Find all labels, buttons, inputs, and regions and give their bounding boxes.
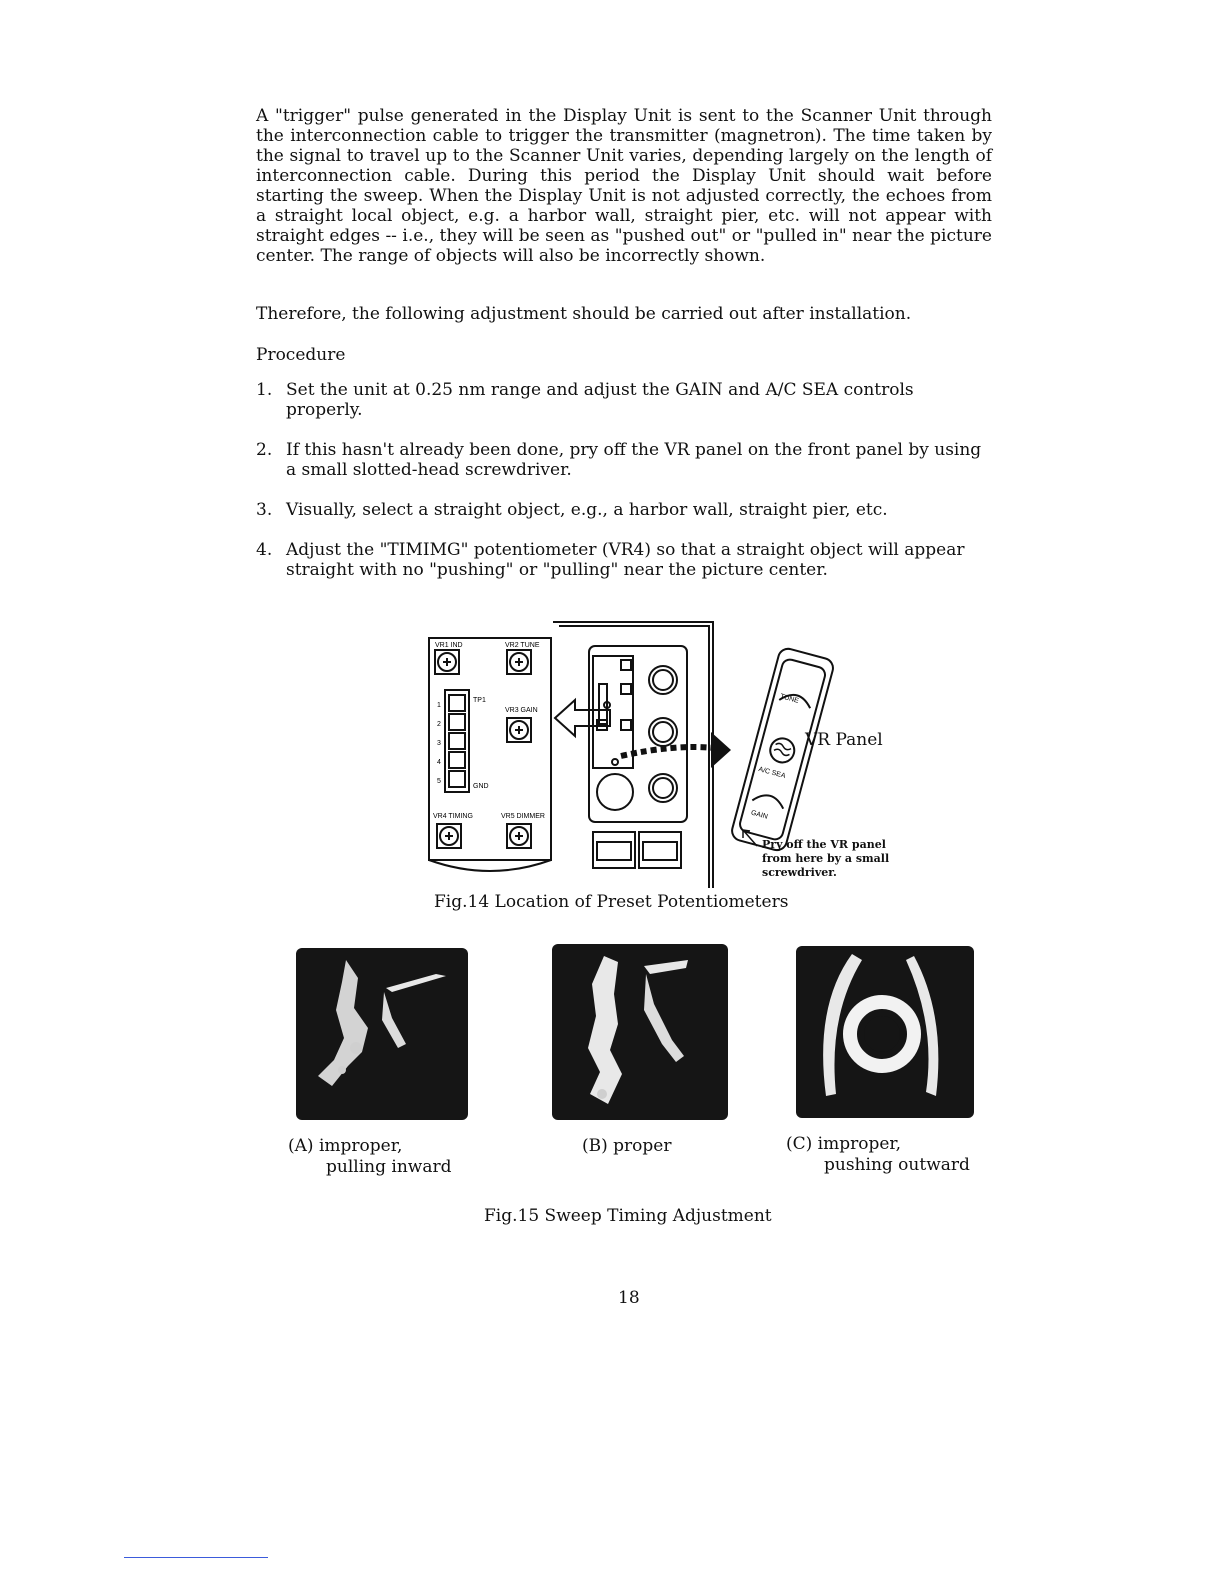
step-text: Visually, select a straight object, e.g., a harbor wall, straight pier, etc.: [286, 500, 888, 520]
label-line: pulling inward: [326, 1157, 452, 1177]
vr-panel-label: VR Panel: [805, 730, 883, 750]
procedure-steps: [256, 380, 992, 600]
fig15-caption: Fig.15 Sweep Timing Adjustment: [484, 1206, 772, 1226]
step-text: If this hasn't already been done, pry off the VR panel on the front panel by using a small slotted-head screwdriver.: [286, 440, 982, 480]
therefore-paragraph: Therefore, the following adjustment should be carried out after installation.: [256, 304, 912, 324]
panel-gain-label: GAIN: [750, 809, 769, 821]
pin-label: 1: [437, 702, 441, 709]
step-number: 4.: [256, 540, 273, 560]
pin-label: 2: [437, 721, 441, 728]
fig15-label-b: [582, 1136, 671, 1157]
vr2-label: VR2 TUNE: [505, 642, 540, 649]
step-text: Adjust the "TIMIMG" potentiometer (VR4) so that a straight object will appear straight with no "pushing" or "pulling" near the picture center.: [286, 540, 965, 580]
step-item: [256, 500, 992, 520]
vr5-label: VR5 DIMMER: [501, 813, 545, 820]
label-line: (C) improper,: [786, 1134, 902, 1154]
intro-paragraph: A "trigger" pulse generated in the Display Unit is sent to the Scanner Unit through the interconnection cable to trigger the transmitter (magnetron). The time taken by the signal to travel up to the Scanner Unit varies, depending largely on the length of interconnection cable. During this period the Display Unit should wait before starting the sweep. When the Display Unit is not adjusted correctly, the echoes from a straight local object, e.g. a harbor wall, straight pier, etc. will not appear with straight edges -- i.e., they will be seen as "pushed out" or "pulled in" near the picture center. The range of objects will also be incorrectly shown.: [256, 106, 992, 266]
step-item: [256, 440, 992, 480]
fig15-label-a: [288, 1136, 451, 1178]
step-item: [256, 540, 992, 580]
vr4-potentiometer: [437, 824, 461, 848]
tp1-connector: [445, 690, 469, 792]
step-item: [256, 380, 992, 420]
gnd-label: GND: [473, 783, 489, 790]
panel-tune-label: TUNE: [779, 693, 800, 705]
step-text: Set the unit at 0.25 nm range and adjust the GAIN and A/C SEA controls properly.: [286, 380, 914, 420]
radar-image-proper: [552, 944, 728, 1120]
vr1-potentiometer: [435, 650, 459, 674]
vr3-potentiometer: [507, 718, 531, 742]
step-number: 3.: [256, 500, 273, 520]
pin-label: 3: [437, 740, 441, 747]
pin-label: 5: [437, 778, 441, 785]
vr2-potentiometer: [507, 650, 531, 674]
footer-rule: [124, 1557, 268, 1558]
vr5-potentiometer: [507, 824, 531, 848]
pin-label: 4: [437, 759, 441, 766]
pry-note-line: Pry off the VR panel: [762, 838, 886, 851]
tp1-label: TP1: [473, 697, 486, 704]
step-number: 2.: [256, 440, 273, 460]
vr1-label: VR1 IND: [435, 642, 463, 649]
label-line: pushing outward: [824, 1155, 970, 1175]
step-number: 1.: [256, 380, 273, 400]
vr3-label: VR3 GAIN: [505, 707, 538, 714]
page-number: 18: [618, 1288, 640, 1308]
vr4-label: VR4 TIMING: [433, 813, 473, 820]
pry-note-line: screwdriver.: [762, 866, 837, 879]
fig14-caption: Fig.14 Location of Preset Potentiometers: [434, 892, 789, 912]
label-line: (A) improper,: [288, 1136, 403, 1156]
procedure-heading: Procedure: [256, 345, 346, 365]
panel-acsea-label: A/C SEA: [757, 766, 787, 780]
radar-image-improper-pulling: [296, 948, 468, 1120]
label-line: (B) proper: [582, 1136, 672, 1156]
fig15-label-c: [786, 1134, 970, 1176]
pry-note: [762, 838, 889, 880]
radar-image-improper-pushing: [796, 946, 974, 1118]
pry-note-line: from here by a small: [762, 852, 890, 865]
